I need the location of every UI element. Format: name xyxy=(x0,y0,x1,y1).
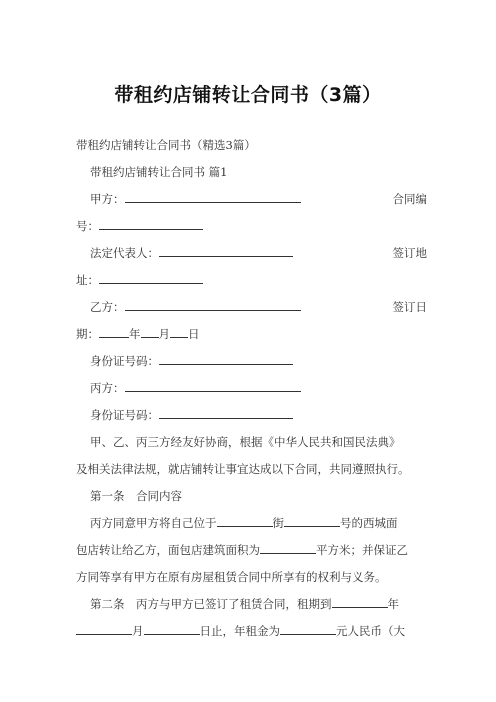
id-line-2 xyxy=(90,407,293,423)
art1-l2-text-b: 平方米；并保证乙 xyxy=(316,543,408,557)
area-blank xyxy=(260,542,316,554)
sign-place-label-1: 签订地 xyxy=(392,246,427,260)
id-label-1: 身份证号码： xyxy=(90,354,159,368)
party-a-label: 甲方： xyxy=(90,192,125,206)
legal-rep-line xyxy=(90,245,293,261)
art1-l1-text-b: 街 xyxy=(272,516,284,530)
art2-l1-text-a: 第二条 丙方与甲方已签订了租赁合同，租期到 xyxy=(90,597,332,611)
article-1-line-2 xyxy=(76,542,408,558)
article-1-line-1 xyxy=(90,515,398,531)
rent-blank xyxy=(280,623,336,635)
year-label: 年 xyxy=(129,327,141,341)
article-1-line-3: 方同等享有甲方在原有房屋租赁合同中所享有的权利与义务。 xyxy=(76,570,387,584)
intro-line-2: 及相关法律法规，就店铺转让事宜达成以下合同，共同遵照执行。 xyxy=(76,462,410,476)
id-blank-1 xyxy=(159,353,293,365)
number-blank xyxy=(284,515,340,527)
id-label-2: 身份证号码： xyxy=(90,408,159,422)
id-line-1 xyxy=(90,353,293,369)
lease-month-blank xyxy=(76,623,132,635)
legal-rep-label: 法定代表人： xyxy=(90,246,159,260)
article-2-line-1 xyxy=(90,596,399,612)
sign-place-line xyxy=(76,272,203,288)
art1-l1-text-c: 号的西城面 xyxy=(340,516,398,530)
intro-line-1: 甲、乙、丙三方经友好协商，根据《中华人民共和国民法典》 xyxy=(90,435,401,449)
day-blank xyxy=(170,326,188,338)
year-blank xyxy=(99,326,129,338)
section-heading: 带租约店铺转让合同书 篇1 xyxy=(90,165,228,179)
id-blank-2 xyxy=(159,407,293,419)
sign-date-label-1: 签订日 xyxy=(392,300,427,314)
art1-l1-text-a: 丙方同意甲方将自己位于 xyxy=(90,516,217,530)
party-c-label: 丙方： xyxy=(90,381,125,395)
contract-no-label-1: 合同编 xyxy=(392,192,427,206)
lease-day-blank xyxy=(144,623,200,635)
street-blank xyxy=(217,515,273,527)
contract-no-line xyxy=(76,218,203,234)
party-c-line xyxy=(90,380,301,396)
art1-l2-text-a: 包店转让给乙方，面包店建筑面积为 xyxy=(76,543,260,557)
sign-date-line xyxy=(76,326,200,342)
party-c-blank xyxy=(125,380,301,392)
party-b-line xyxy=(90,299,301,315)
document-title: 带租约店铺转让合同书（3篇） xyxy=(114,84,382,106)
month-label: 月 xyxy=(158,327,170,341)
day-label: 日 xyxy=(188,327,200,341)
art2-l2-text-a: 月 xyxy=(132,624,144,638)
party-b-label: 乙方： xyxy=(90,300,125,314)
sign-date-label-2: 期： xyxy=(76,327,99,341)
contract-no-blank xyxy=(99,218,203,230)
legal-rep-blank xyxy=(159,245,293,257)
sign-place-blank xyxy=(99,272,203,284)
sign-place-label-2: 址： xyxy=(76,273,99,287)
art2-l1-text-b: 年 xyxy=(387,597,399,611)
subtitle: 带租约店铺转让合同书（精选3篇） xyxy=(76,138,256,152)
month-blank xyxy=(141,326,159,338)
art2-l2-text-c: 元人民币（大 xyxy=(336,624,405,638)
lease-year-blank xyxy=(332,596,388,608)
art2-l2-text-b: 日止，年租金为 xyxy=(199,624,280,638)
party-a-blank xyxy=(125,191,301,203)
article-2-line-2 xyxy=(76,623,405,639)
contract-no-label-2: 号： xyxy=(76,219,99,233)
party-b-blank xyxy=(125,299,301,311)
article-1-title: 第一条 合同内容 xyxy=(90,489,182,503)
party-a-line xyxy=(90,191,301,207)
